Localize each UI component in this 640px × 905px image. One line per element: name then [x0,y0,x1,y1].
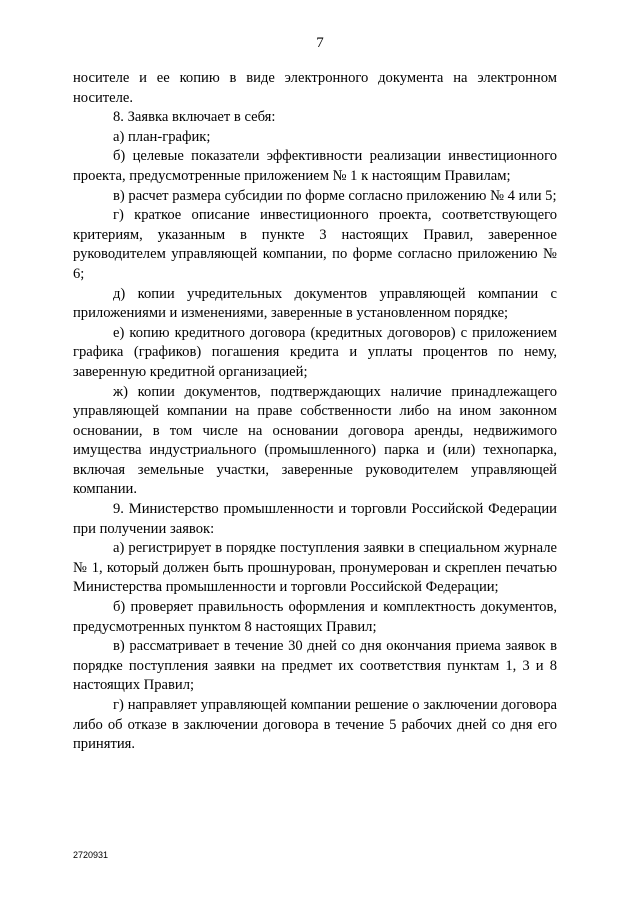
paragraph-14: г) направляет управляющей компании решение о заключении договора либо об отказе в заключении договора в течение 5 рабочих дней со дня его принятия. [73,697,557,753]
paragraph-2: 8. Заявка включает в себя: [113,109,276,126]
paragraph-10: 9. Министерство промышленности и торговли Российской Федерации при получении заявок: [73,501,557,537]
paragraph-3: а) план-график; [113,128,211,145]
page-number: 7 [316,35,324,51]
paragraph-4: б) целевые показатели эффективности реализации инвестиционного проекта, предусмотренные приложением № 1 к настоящим Правилам; [73,148,557,184]
document-body [73,69,557,755]
paragraph-12: б) проверяет правильность оформления и комплектность документов, предусмотренных пунктом 8 настоящих Правил; [73,599,557,635]
document-code: 2720931 [73,850,109,860]
paragraph-9: ж) копии документов, подтверждающих наличие принадлежащего управляющей компании на праве собственности либо на ином законном основании, в том числе на основании договора аренды, недвижимого имущества индустриального (промышленного) парка и (или) технопарка, включая земельные участки, заверенные руководителем управляющей компании. [73,383,557,498]
paragraph-5: в) расчет размера субсидии по форме согласно приложению № 4 или 5; [113,187,557,204]
paragraph-8: е) копию кредитного договора (кредитных договоров) с приложением графика (графиков) погашения кредита и уплаты процентов по нему, заверенную кредитной организацией; [73,324,557,380]
paragraph-13: в) рассматривает в течение 30 дней со дня окончания приема заявок в порядке поступления заявки на предмет их соответствия пунктам 1, 3 и 8 настоящих Правил; [73,638,557,694]
paragraph-6: г) краткое описание инвестиционного проекта, соответствующего критериям, указанным в пункте 3 настоящих Правил, заверенное руководителем управляющей компании, по форме согласно приложению № 6; [73,207,557,282]
paragraph-7: д) копии учредительных документов управляющей компании с приложениями и изменениями, заверенные в установленном порядке; [73,285,557,322]
paragraph-11: а) регистрирует в порядке поступления заявки в специальном журнале № 1, который должен быть прошнурован, пронумерован и скреплен печатью Министерства промышленности и торговли Российской Федерации; [73,540,557,596]
paragraph-1: носителе и ее копию в виде электронного документа на электронном носителе. [73,70,557,106]
